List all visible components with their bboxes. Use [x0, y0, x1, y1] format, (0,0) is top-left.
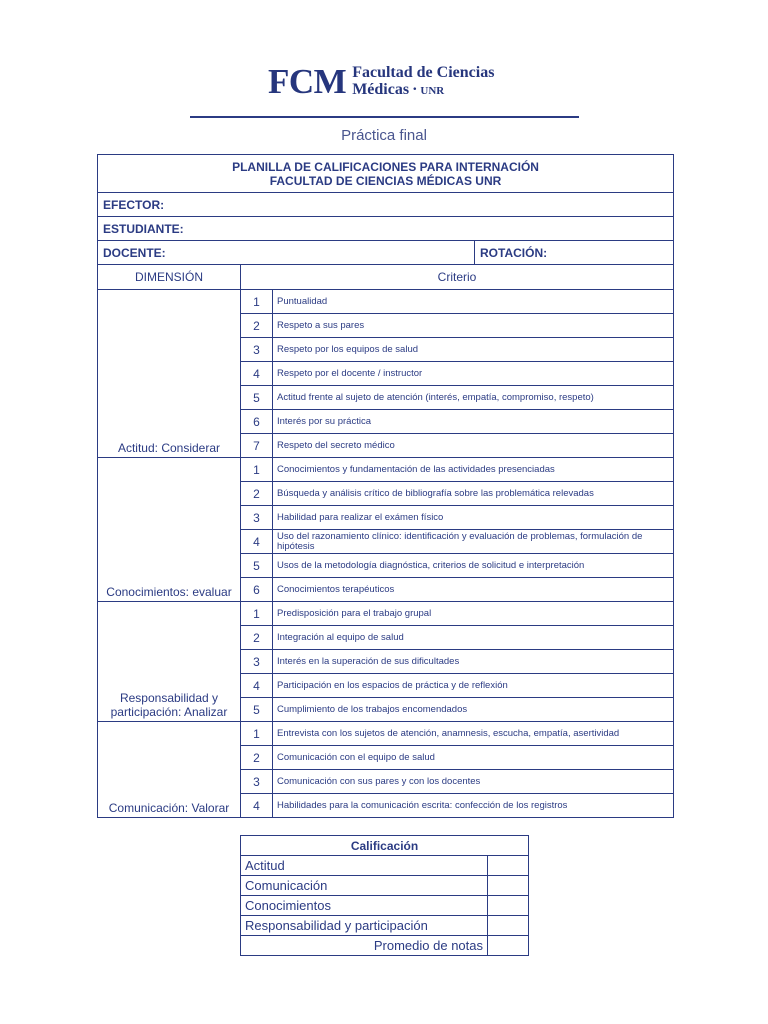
criterion-text: Comunicación con el equipo de salud [273, 746, 674, 770]
logo-unr: UNR [420, 85, 445, 97]
criterion-row [98, 458, 674, 482]
dimension-label: Actitud: Considerar [98, 290, 241, 458]
criterion-number: 4 [241, 362, 273, 386]
calificacion-value-cell[interactable] [488, 856, 529, 876]
page-subtitle: Práctica final [341, 127, 427, 144]
table-title-line-1: PLANILLA DE CALIFICACIONES PARA INTERNACIÓN [232, 159, 539, 174]
title-row [98, 155, 674, 193]
table-title [98, 155, 674, 193]
criterion-text: Cumplimiento de los trabajos encomendados [273, 698, 674, 722]
dimension-label: Responsabilidad y participación: Analizar [98, 602, 241, 722]
criterion-text: Habilidades para la comunicación escrita: confección de los registros [273, 794, 674, 818]
criterion-number: 2 [241, 746, 273, 770]
calificacion-value-cell[interactable] [488, 896, 529, 916]
criterion-text: Entrevista con los sujetos de atención, anamnesis, escucha, empatía, asertividad [273, 722, 674, 746]
criterion-number: 7 [241, 434, 273, 458]
criterion-text: Respeto del secreto médico [273, 434, 674, 458]
promedio-row [241, 936, 529, 956]
estudiante-row [98, 217, 674, 241]
criterion-text: Usos de la metodología diagnóstica, criterios de solicitud e interpretación [273, 554, 674, 578]
criterion-number: 3 [241, 338, 273, 362]
criterion-number: 2 [241, 482, 273, 506]
calificacion-row [241, 896, 529, 916]
grading-table-body [98, 155, 674, 818]
criterion-number: 5 [241, 698, 273, 722]
criterion-number: 5 [241, 386, 273, 410]
dimension-label: Comunicación: Valorar [98, 722, 241, 818]
criterion-number: 4 [241, 530, 273, 554]
calificacion-row [241, 876, 529, 896]
criterion-text: Respeto por los equipos de salud [273, 338, 674, 362]
criterion-text: Interés en la superación de sus dificultades [273, 650, 674, 674]
calificacion-value-cell[interactable] [488, 916, 529, 936]
efector-field[interactable]: EFECTOR: [98, 193, 674, 217]
criterion-row [98, 602, 674, 626]
calificacion-label: Responsabilidad y participación [241, 916, 488, 936]
criterion-number: 4 [241, 674, 273, 698]
calificacion-title: Calificación [241, 836, 529, 856]
dimension-column-header: DIMENSIÓN [98, 265, 241, 290]
dimension-label: Conocimientos: evaluar [98, 458, 241, 602]
calificacion-label: Conocimientos [241, 896, 488, 916]
calificacion-header-row [241, 836, 529, 856]
criterion-text: Conocimientos terapéuticos [273, 578, 674, 602]
criterion-number: 3 [241, 650, 273, 674]
criterion-text: Uso del razonamiento clínico: identificación y evaluación de problemas, formulación de hipótesis [273, 530, 674, 554]
grading-table [97, 154, 674, 818]
logo-text [352, 65, 494, 98]
criterion-number: 1 [241, 722, 273, 746]
fcm-logo [268, 64, 494, 99]
criterio-column-header: Criterio [241, 265, 674, 290]
criterion-number: 2 [241, 626, 273, 650]
logo-line-2-text: Médicas [352, 81, 410, 98]
criterion-number: 3 [241, 770, 273, 794]
efector-row [98, 193, 674, 217]
criterion-number: 6 [241, 578, 273, 602]
criterion-text: Interés por su práctica [273, 410, 674, 434]
criterion-text: Búsqueda y análisis crítico de bibliografía sobre las problemática relevadas [273, 482, 674, 506]
calificacion-label: Comunicación [241, 876, 488, 896]
docente-field[interactable]: DOCENTE: [98, 241, 475, 265]
logo-line-1: Facultad de Ciencias [352, 64, 495, 81]
calificacion-table-body [241, 836, 529, 956]
logo-dot: · [412, 81, 418, 98]
calificacion-row [241, 916, 529, 936]
criterion-text: Conocimientos y fundamentación de las actividades presenciadas [273, 458, 674, 482]
criterion-text: Puntualidad [273, 290, 674, 314]
criterion-text: Respeto a sus pares [273, 314, 674, 338]
criterion-number: 1 [241, 290, 273, 314]
calificacion-row [241, 856, 529, 876]
docente-row [98, 241, 674, 265]
criterion-number: 3 [241, 506, 273, 530]
column-header-row [98, 265, 674, 290]
criterion-row [98, 290, 674, 314]
criterion-number: 2 [241, 314, 273, 338]
criterion-number: 6 [241, 410, 273, 434]
criterion-text: Comunicación con sus pares y con los docentes [273, 770, 674, 794]
calificacion-table [240, 835, 529, 956]
criterion-text: Integración al equipo de salud [273, 626, 674, 650]
criterion-text: Actitud frente al sujeto de atención (interés, empatía, compromiso, respeto) [273, 386, 674, 410]
header-rule [190, 116, 579, 118]
rotacion-field[interactable]: ROTACIÓN: [475, 241, 674, 265]
criterion-number: 5 [241, 554, 273, 578]
criterion-number: 1 [241, 602, 273, 626]
estudiante-field[interactable]: ESTUDIANTE: [98, 217, 674, 241]
criterion-text: Respeto por el docente / instructor [273, 362, 674, 386]
logo-line-2 [352, 82, 494, 98]
criterion-row [98, 722, 674, 746]
criterion-number: 4 [241, 794, 273, 818]
calificacion-label: Actitud [241, 856, 488, 876]
promedio-value-cell[interactable] [488, 936, 529, 956]
logo-mark: FCM [268, 62, 347, 101]
calificacion-value-cell[interactable] [488, 876, 529, 896]
criterion-number: 1 [241, 458, 273, 482]
table-title-line-2: FACULTAD DE CIENCIAS MÉDICAS UNR [269, 173, 502, 188]
criterion-text: Participación en los espacios de práctica y de reflexión [273, 674, 674, 698]
promedio-label: Promedio de notas [241, 936, 488, 956]
criterion-text: Habilidad para realizar el exámen físico [273, 506, 674, 530]
criterion-text: Predisposición para el trabajo grupal [273, 602, 674, 626]
